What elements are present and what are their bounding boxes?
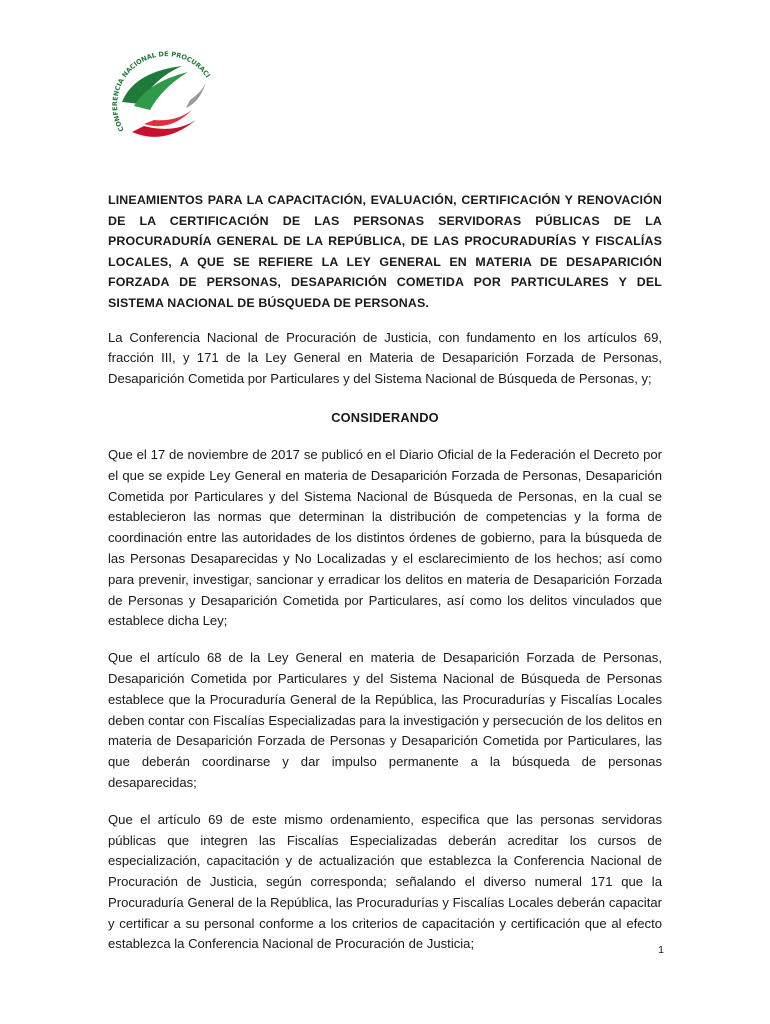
considerando-paragraph-1: Que el 17 de noviembre de 2017 se publicó en el Diario Oficial de la Federación el Decreto por el que se expide Ley General en materia de Desaparición Forzada de Personas, Desaparición Cometida por Particulares y del Sistema Nacional de Búsqueda de Personas, en la cual se establecieron las normas que determinan la distribución de competencias y la forma de coordinación entre las autoridades de los distintos órdenes de gobierno, para la búsqueda de las Personas Desaparecidas y No Localizadas y el esclarecimiento de los hechos; así como para prevenir, investigar, sancionar y erradicar los delitos en materia de Desaparición Forzada de Personas y Desaparición Cometida por Particulares, así como los delitos vinculados que establece dicha Ley; (108, 446, 662, 629)
document-body (108, 190, 662, 971)
page-number: 1 (658, 944, 664, 956)
document-title: LINEAMIENTOS PARA LA CAPACITACIÓN, EVALUACIÓN, CERTIFICACIÓN Y RENOVACIÓN DE LA CERTIFICACIÓN DE LAS PERSONAS SERVIDORAS PÚBLICAS DE LA PROCURADURÍA GENERAL DE LA REPÚBLICA, DE LAS PROCURADURÍAS Y FISCALÍAS LOCALES, A QUE SE REFIERE LA LEY GENERAL EN MATERIA DE DESAPARICIÓN FORZADA DE PERSONAS, DESAPARICIÓN COMETIDA POR PARTICULARES Y DEL SISTEMA NACIONAL DE BÚSQUEDA DE PERSONAS. (108, 193, 662, 310)
conference-logo (104, 42, 222, 154)
red-ribbon-inner (144, 110, 192, 126)
conference-seal-icon (104, 42, 222, 154)
logo-arc-text: CONFERENCIA NACIONAL DE PROCURACI (111, 50, 212, 133)
section-heading: CONSIDERANDO (331, 409, 439, 425)
grey-ribbon (186, 82, 206, 108)
considerando-paragraph-2: Que el artículo 68 de la Ley General en materia de Desaparición Forzada de Personas, Desaparición Cometida por Particulares y del Sistema Nacional de Búsqueda de Personas establece que la Procuraduría General de la República, las Procuradurías y Fiscalías Locales deben contar con Fiscalías Especializadas para la investigación y persecución de los delitos en materia de Desaparición Forzada de Personas y Desaparición Cometida por Particulares, las que deberán coordinarse y dar impulso permanente a la búsqueda de personas desaparecidas; (108, 650, 662, 790)
considerando-paragraph-3: Que el artículo 69 de este mismo ordenamiento, especifica que las personas servidoras públicas que integren las Fiscalías Especializadas deberán acreditar los cursos de especialización, capacitación y de actualización que establezca la Conferencia Nacional de Procuración de Justicia, según corresponda; señalando el diverso numeral 171 que la Procuraduría General de la República, las Procuradurías y Fiscalías Locales deberán capacitar y certificar a su personal conforme a los criterios de capacitación y certificación que al efecto establezca la Conferencia Nacional de Procuración de Justicia; (108, 811, 662, 952)
intro-paragraph: La Conferencia Nacional de Procuración de Justicia, con fundamento en los artículos 69, fracción III, y 171 de la Ley General en Materia de Desaparición Forzada de Personas, Desaparición Cometida por Particulares y del Sistema Nacional de Búsqueda de Personas, y; (108, 329, 662, 387)
